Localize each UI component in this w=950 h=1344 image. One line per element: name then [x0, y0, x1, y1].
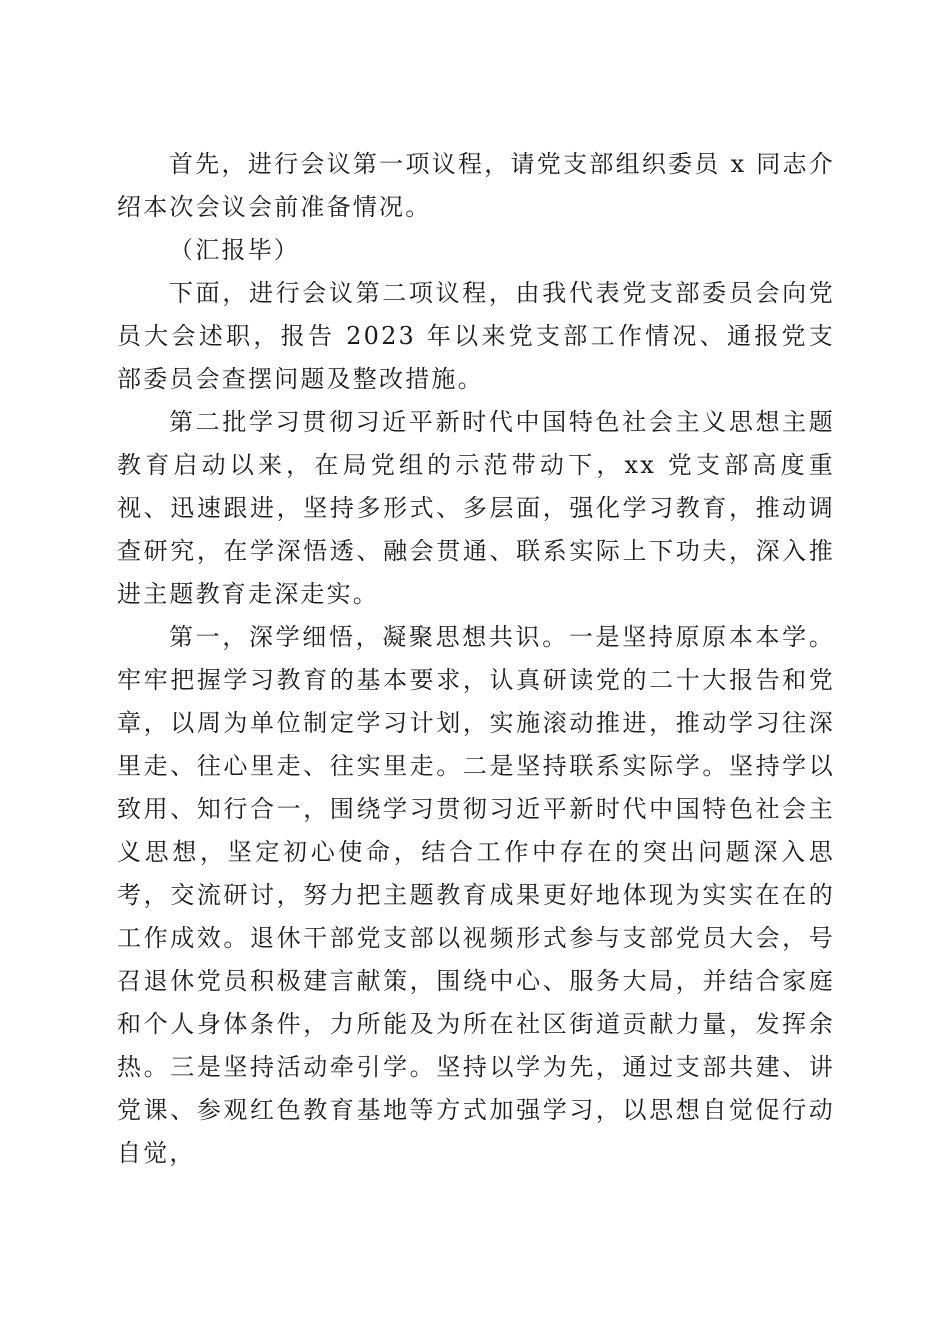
- document-body: [117, 143, 835, 1175]
- paragraph-report-done: （汇报毕）: [169, 236, 300, 264]
- paragraph-agenda-one: 首先，进行会议第一项议程，请党支部组织委员 x 同志介绍本次会议会前准备情况。: [117, 150, 835, 221]
- paragraph-first-point: 第一，深学细悟，凝聚思想共识。一是坚持原原本本学。牢牢把握学习教育的基本要求，认真研读党的二十大报告和党章，以周为单位制定学习计划，实施滚动推进，推动学习往深里走、往心里走、往实里走。二是坚持联系实际学。坚持学以致用、知行合一，围绕学习贯彻习近平新时代中国特色社会主义思想，坚定初心使命，结合工作中存在的突出问题深入思考，交流研讨，努力把主题教育成果更好地体现为实实在在的工作成效。退休干部党支部以视频形式参与支部党员大会，号召退休党员积极建言献策，围绕中心、服务大局，并结合家庭和个人身体条件，力所能及为所在社区街道贡献力量，发挥余热。三是坚持活动牵引学。坚持以学为先，通过支部共建、讲党课、参观红色教育基地等方式加强学习，以思想自觉促行动自觉，: [117, 623, 835, 1167]
- paragraph-agenda-two: 下面，进行会议第二项议程，由我代表党支部委员会向党员大会述职，报告 2023 年以来党支部工作情况、通报党支部委员会查摆问题及整改措施。: [117, 279, 835, 393]
- paragraph-theme-education: 第二批学习贯彻习近平新时代中国特色社会主义思想主题教育启动以来，在局党组的示范带动下，xx 党支部高度重视、迅速跟进，坚持多形式、多层面，强化学习教育，推动调查研究，在学深悟透、融会贯通、联系实际上下功夫，深入推进主题教育走深走实。: [117, 408, 835, 608]
